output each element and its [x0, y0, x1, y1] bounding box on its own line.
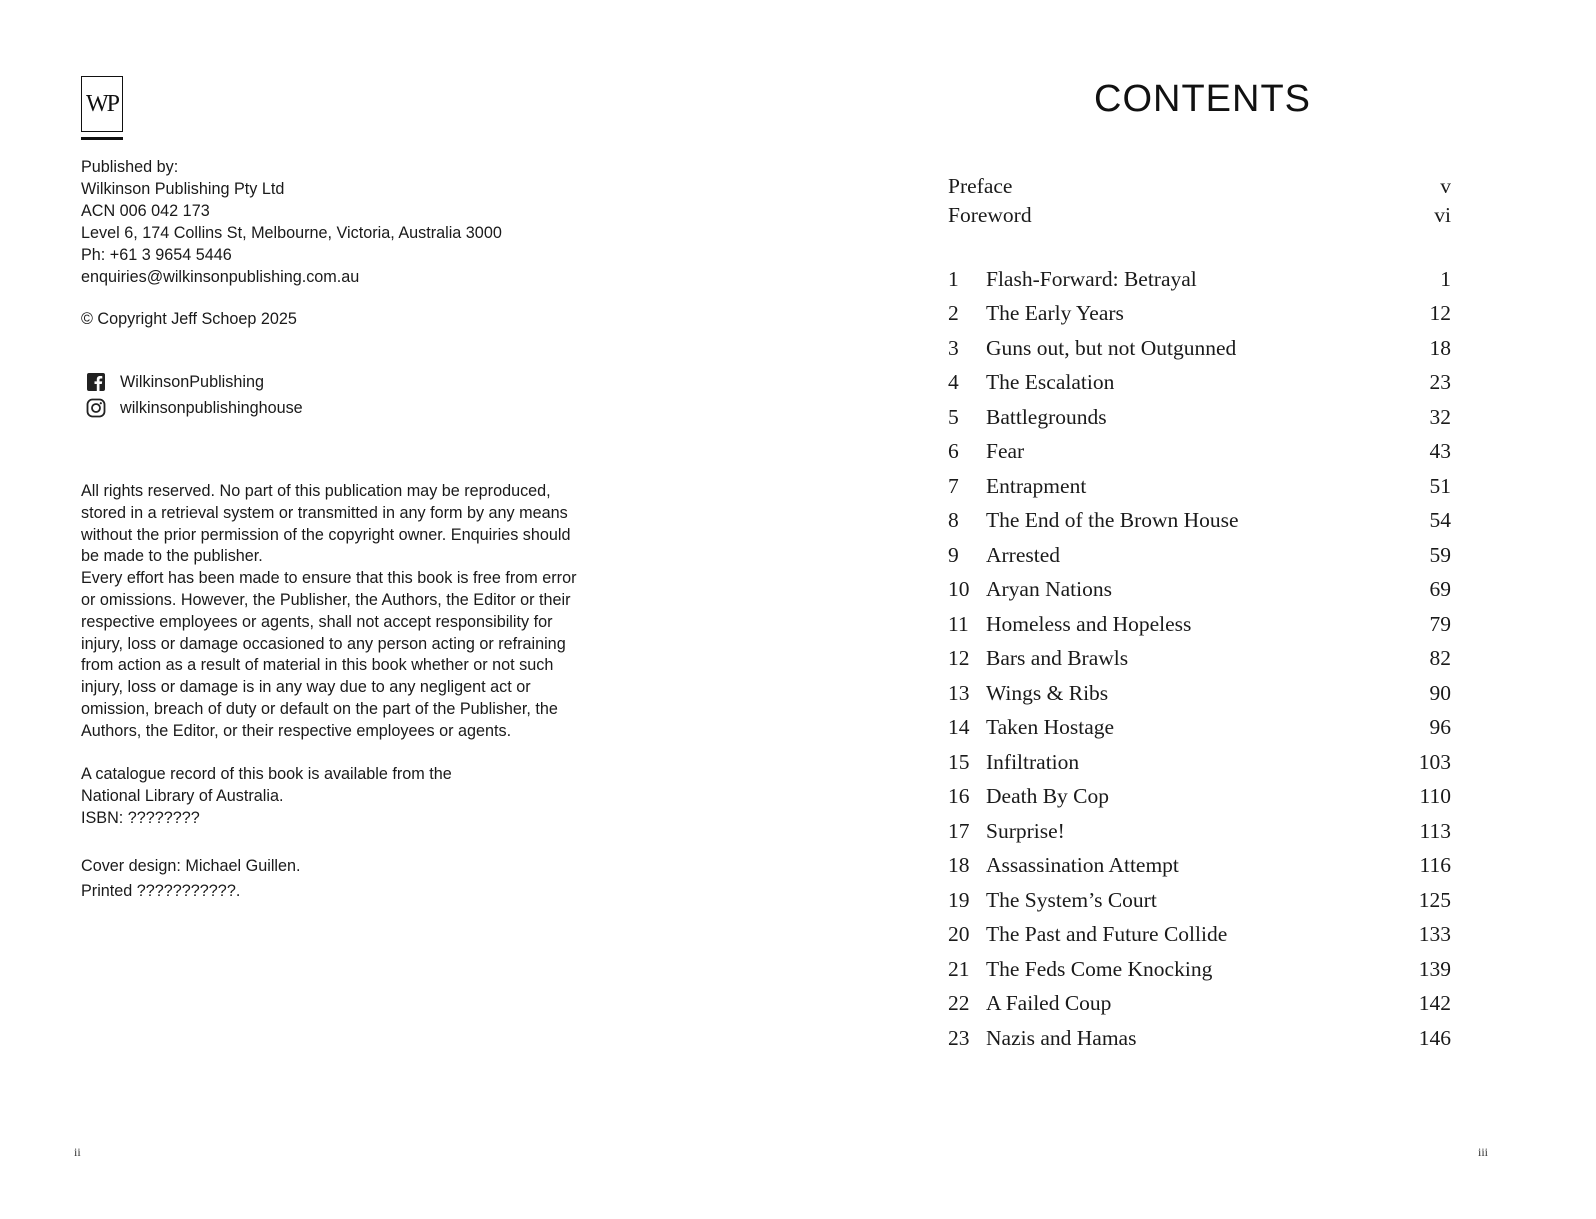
chapter-number: 19	[948, 887, 970, 912]
toc-chapter-row[interactable]	[948, 504, 1451, 539]
chapter-title: Aryan Nations	[986, 577, 1112, 602]
cover-design-credit: Cover design: Michael Guillen.	[81, 857, 301, 875]
toc-chapter-row[interactable]	[948, 780, 1451, 815]
chapter-page: 146	[1418, 1025, 1451, 1050]
publisher-line: ACN 006 042 173	[81, 202, 210, 220]
toc-entry-page: v	[1440, 174, 1451, 198]
rights-line: respective employees or agents, shall not accept responsibility for	[81, 612, 553, 631]
toc-chapter-row[interactable]	[948, 573, 1451, 608]
chapter-number: 9	[948, 542, 959, 567]
chapter-number: 10	[948, 577, 970, 602]
publisher-line: Level 6, 174 Collins St, Melbourne, Victoria, Australia 3000	[81, 224, 502, 242]
chapter-page: 133	[1418, 922, 1451, 947]
toc-chapter-row[interactable]	[948, 607, 1451, 642]
chapter-list	[948, 262, 1451, 1056]
rights-line: All rights reserved. No part of this publication may be reproduced,	[81, 482, 551, 500]
toc-entry-title: Foreword	[948, 203, 1032, 227]
chapter-number: 16	[948, 784, 970, 809]
publisher-line: Wilkinson Publishing Pty Ltd	[81, 180, 285, 198]
chapter-page: 96	[1429, 715, 1451, 740]
catalogue-line: National Library of Australia.	[81, 786, 284, 805]
front-matter-list	[948, 172, 1451, 230]
chapter-title: Taken Hostage	[986, 715, 1115, 740]
chapter-page: 79	[1429, 611, 1451, 636]
chapter-number: 14	[948, 715, 970, 740]
chapter-title: Fear	[986, 439, 1025, 464]
toc-chapter-row[interactable]	[948, 883, 1451, 918]
chapter-number: 5	[948, 404, 959, 429]
toc-entry-preface[interactable]	[948, 172, 1451, 201]
chapter-number: 17	[948, 818, 970, 843]
contents-title: CONTENTS	[1094, 78, 1311, 120]
chapter-title: The Early Years	[986, 301, 1124, 326]
chapter-page: 12	[1429, 301, 1451, 326]
chapter-number: 7	[948, 473, 959, 498]
chapter-title: Infiltration	[986, 749, 1080, 774]
chapter-page: 142	[1418, 991, 1451, 1016]
credits	[81, 854, 301, 904]
printed-credit: Printed ???????????.	[81, 882, 241, 900]
right-page	[798, 0, 1596, 1219]
toc-chapter-row[interactable]	[948, 987, 1451, 1022]
chapter-page: 113	[1419, 818, 1451, 843]
toc-chapter-row[interactable]	[948, 849, 1451, 884]
chapter-title: Assassination Attempt	[986, 853, 1179, 878]
rights-line: or omissions. However, the Publisher, the Authors, the Editor or their	[81, 590, 571, 609]
catalogue-line: A catalogue record of this book is available from the	[81, 765, 452, 783]
rights-line: without the prior permission of the copyright owner. Enquiries should	[81, 525, 571, 544]
chapter-title: The Feds Come Knocking	[986, 956, 1213, 981]
chapter-page: 103	[1418, 749, 1451, 774]
toc-chapter-row[interactable]	[948, 642, 1451, 677]
chapter-title: The Past and Future Collide	[986, 922, 1228, 947]
chapter-number: 3	[948, 335, 959, 360]
logo-underline	[81, 137, 123, 140]
chapter-number: 11	[948, 611, 969, 636]
chapter-number: 20	[948, 922, 970, 947]
chapter-number: 18	[948, 853, 970, 878]
chapter-page: 125	[1418, 887, 1451, 912]
chapter-page: 139	[1418, 956, 1451, 981]
chapter-number: 1	[948, 266, 959, 291]
chapter-number: 4	[948, 370, 959, 395]
toc-chapter-row[interactable]	[948, 331, 1451, 366]
chapter-page: 18	[1429, 335, 1451, 360]
page-number-right: iii	[1478, 1145, 1489, 1159]
chapter-page: 116	[1419, 853, 1451, 878]
chapter-title: Surprise!	[986, 818, 1065, 843]
toc-chapter-row[interactable]	[948, 918, 1451, 953]
rights-statement	[81, 481, 641, 743]
toc-chapter-row[interactable]	[948, 711, 1451, 746]
catalogue-record	[81, 764, 452, 829]
rights-line: Authors, the Editor, or their respective employees or agents.	[81, 721, 512, 740]
toc-chapter-row[interactable]	[948, 1021, 1451, 1056]
instagram-handle: wilkinsonpublishinghouse	[120, 398, 303, 417]
publisher-line: Published by:	[81, 158, 179, 176]
toc-chapter-row[interactable]	[948, 366, 1451, 401]
rights-line: from action as a result of material in this book whether or not such	[81, 656, 554, 675]
chapter-number: 22	[948, 991, 970, 1016]
chapter-title: The End of the Brown House	[986, 508, 1239, 533]
chapter-title: Battlegrounds	[986, 404, 1107, 429]
toc-entry-foreword[interactable]	[948, 201, 1451, 230]
facebook-handle: WilkinsonPublishing	[120, 372, 264, 391]
chapter-title: Entrapment	[986, 473, 1087, 498]
toc-chapter-row[interactable]	[948, 814, 1451, 849]
toc-chapter-row[interactable]	[948, 676, 1451, 711]
chapter-number: 2	[948, 301, 959, 326]
chapter-page: 54	[1429, 508, 1451, 533]
chapter-number: 23	[948, 1025, 970, 1050]
rights-line: omission, breach of duty or default on the part of the Publisher, the	[81, 699, 558, 718]
chapter-title: Death By Cop	[986, 784, 1110, 809]
chapter-page: 43	[1429, 439, 1451, 464]
chapter-title: Bars and Brawls	[986, 646, 1129, 671]
page-number-left: ii	[74, 1145, 81, 1159]
toc-chapter-row[interactable]	[948, 435, 1451, 470]
chapter-number: 13	[948, 680, 970, 705]
toc-chapter-row[interactable]	[948, 745, 1451, 780]
chapter-page: 32	[1429, 404, 1451, 429]
facebook-icon	[86, 372, 106, 392]
rights-line: be made to the publisher.	[81, 547, 263, 566]
rights-line: Every effort has been made to ensure that this book is free from error	[81, 569, 577, 588]
logo-text: WP	[86, 91, 118, 117]
chapter-page: 69	[1429, 577, 1451, 602]
chapter-number: 6	[948, 439, 959, 464]
chapter-page: 23	[1429, 370, 1451, 395]
publisher-line: Ph: +61 3 9654 5446	[81, 246, 232, 264]
toc-entry-page: vi	[1434, 203, 1451, 227]
toc-chapter-row[interactable]	[948, 297, 1451, 332]
chapter-title: The Escalation	[986, 370, 1115, 395]
chapter-page: 1	[1440, 266, 1451, 291]
chapter-page: 59	[1429, 542, 1451, 567]
toc-chapter-row[interactable]	[948, 400, 1451, 435]
chapter-number: 8	[948, 508, 959, 533]
chapter-title: Nazis and Hamas	[986, 1025, 1137, 1050]
toc-chapter-row[interactable]	[948, 262, 1451, 297]
social-facebook	[86, 372, 264, 392]
toc-chapter-row[interactable]	[948, 538, 1451, 573]
copyright-notice: © Copyright Jeff Schoep 2025	[81, 310, 297, 328]
toc-chapter-row[interactable]	[948, 469, 1451, 504]
chapter-title: Flash-Forward: Betrayal	[986, 266, 1197, 291]
toc-chapter-row[interactable]	[948, 952, 1451, 987]
publisher-email: enquiries@wilkinsonpublishing.com.au	[81, 268, 360, 286]
social-instagram	[86, 398, 303, 418]
chapter-number: 15	[948, 749, 970, 774]
chapter-number: 12	[948, 646, 970, 671]
chapter-title: Arrested	[986, 542, 1061, 567]
chapter-page: 110	[1419, 784, 1451, 809]
rights-line: injury, loss or damage is in any way due to any negligent act or	[81, 678, 531, 697]
chapter-title: Wings & Ribs	[986, 680, 1109, 705]
rights-line: injury, loss or damage occasioned to any person acting or refraining	[81, 634, 566, 653]
rights-line: stored in a retrieval system or transmitted in any form by any means	[81, 503, 568, 522]
chapter-page: 82	[1429, 646, 1451, 671]
publisher-logo	[81, 76, 123, 132]
chapter-title: Guns out, but not Outgunned	[986, 335, 1237, 360]
toc-entry-title: Preface	[948, 174, 1013, 198]
chapter-page: 51	[1429, 473, 1451, 498]
chapter-title: Homeless and Hopeless	[986, 611, 1192, 636]
instagram-icon	[86, 398, 106, 418]
chapter-title: A Failed Coup	[986, 991, 1112, 1016]
publisher-details	[81, 156, 502, 288]
chapter-number: 21	[948, 956, 970, 981]
chapter-title: The System’s Court	[986, 887, 1157, 912]
isbn: ISBN: ????????	[81, 808, 200, 827]
chapter-page: 90	[1429, 680, 1451, 705]
